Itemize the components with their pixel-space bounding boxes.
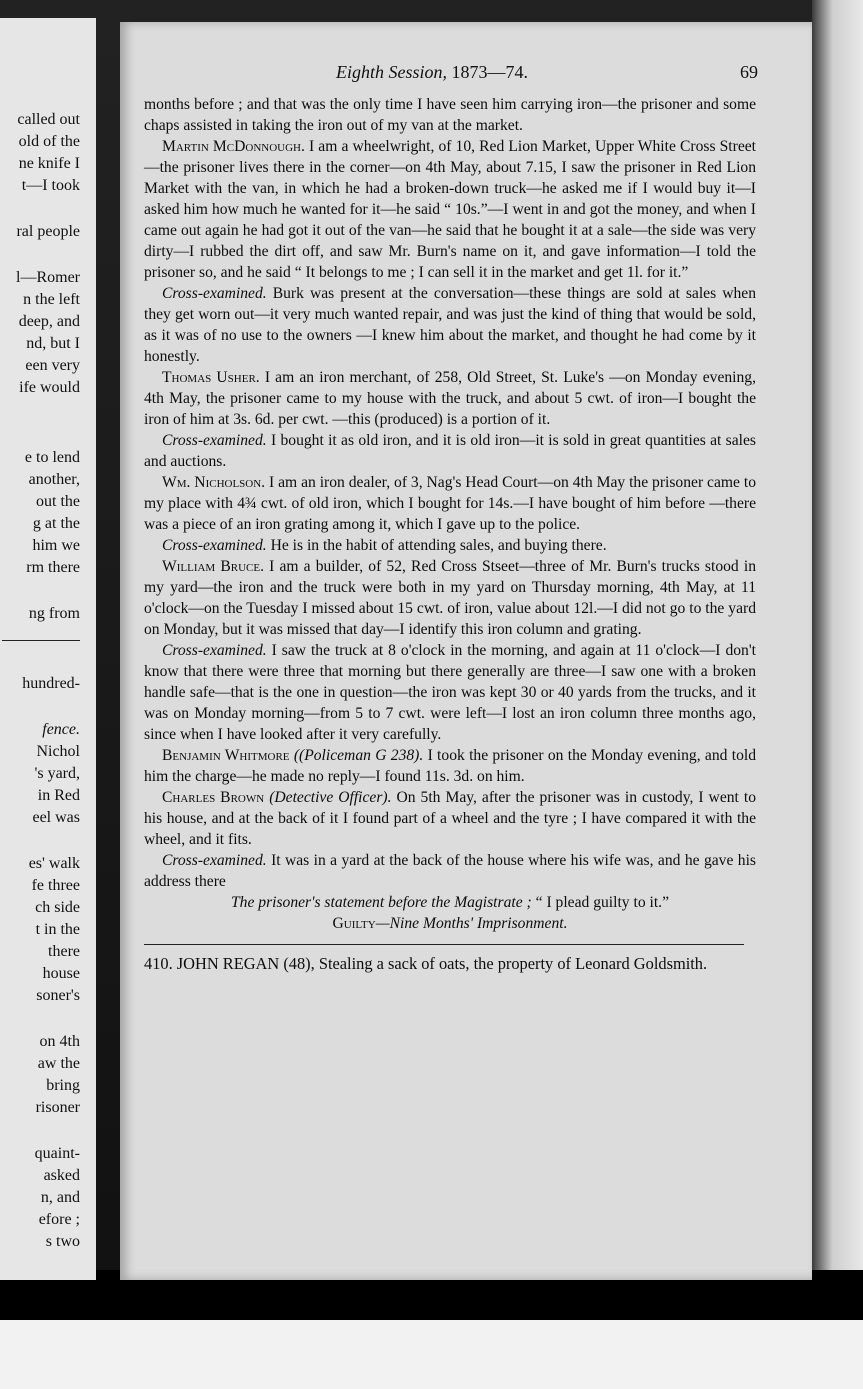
previous-page-line: n the left [23,291,80,308]
cross-examination [144,535,756,556]
previous-page-line: ng from [28,605,80,622]
cross-text: I saw the truck at 8 o'clock in the morning, and again at 11 o'clock—I don't know that there were three that morning but there generally are three—I saw one with a broken handle safe—that is the one in question—the iron was kept 30 or 40 yards from the trucks, and it was on Monday morning—from 5 to 7 cwt. were left—I lost an iron column three months ago, since when I have looked after it very carefully. [144,642,756,743]
cross-label: Cross-examined. [162,285,267,302]
previous-page-line: hundred- [22,675,80,692]
previous-page-line: n, and [40,1189,80,1206]
cross-examination [144,850,756,892]
testimony-nicholson [144,472,756,535]
testimony-mcdonnough [144,136,756,283]
testimony-bruce [144,556,756,640]
sentence: —Nine Months' Imprisonment. [375,915,568,932]
previous-page-line: een very [25,357,80,374]
session-years: 1873—74. [451,62,528,82]
witness-name: Benjamin Whitmore [162,747,290,764]
previous-page-line: bring [46,1077,80,1094]
previous-page-line: house [42,965,80,982]
previous-page-line: fe three [31,877,80,894]
trial-transcript [144,94,756,974]
scan-right-margin [812,0,863,1389]
witness-name: Wm. Nicholson. [162,474,266,491]
cross-examination [144,430,756,472]
running-title [336,62,528,83]
cross-label: Cross-examined. [162,537,267,554]
testimony-text: I am an iron merchant, of 258, Old Street, St. Luke's —on Monday evening, 4th May, the prisoner came to my house with the truck, and about 5 cwt. of iron—I bought the iron of him at 3s. 6d. per cwt. —this (produced) is a portion of it. [144,369,756,428]
witness-name: Thomas Usher. [162,369,260,386]
previous-page-rule [2,640,80,641]
previous-page-line: s two [45,1233,80,1250]
previous-page-line: ne knife I [18,155,80,172]
previous-page-line: in Red [37,787,80,804]
cross-label: Cross-examined. [162,432,267,449]
witness-name: Charles Brown [162,789,265,806]
previous-page-line: out the [36,493,80,510]
cross-text: Burk was present at the conversation—these things are sold at sales when they get worn out—it very much wanted repair, and was just the kind of thing that would be sold, as it was of no use to the owners —I knew him about the market, and thought he had come by it honestly. [144,285,756,365]
previous-page-line: ral people [16,223,80,240]
testimony-usher [144,367,756,430]
cross-label: Cross-examined. [162,642,267,659]
previous-page-line: t—I took [21,177,80,194]
session-title: Eighth Session, [336,62,447,82]
previous-page-line: efore ; [38,1211,80,1228]
previous-page-line: eel was [32,809,80,826]
previous-page-line: nd, but I [26,335,80,352]
testimony-text: I am a builder, of 52, Red Cross Stseet—three of Mr. Burn's trucks stood in my yard—the iron and the truck were both in my yard on Thursday morning, 4th May, at 11 o'clock—on the Tuesday I missed about 15 cwt. of iron, value about 12l.—I did not go to the yard on Monday, but it was missed that day—I identify this iron column and grating. [144,558,756,638]
page-number: 69 [740,62,758,82]
previous-page-line: asked [43,1167,80,1184]
previous-page-line: quaint- [34,1145,80,1162]
testimony-text: I am a wheelwright, of 10, Red Lion Market, Upper White Cross Street—the prisoner lives there in the corner—on 4th May, about 7.15, I saw the prisoner in Red Lion Market with the van, in which he had a broken-down truck—he asked me if I would buy it—I asked him how much he wanted for it—he said “ 10s.”—I went in and got the money, and when I came out again he had got it out of the van—he said that he bought it at a sale—the side was very dirty—I rubbed the dirt off, and saw Mr. Burn's name on it, and gave information—I told the prisoner so, and he said “ It belongs to me ; I can sell it in the market and get 1l. for it.” [144,138,756,281]
prisoner-statement [144,892,756,913]
verdict [144,913,756,934]
testimony-whitmore [144,745,756,787]
previous-page-line: rm there [26,559,80,576]
previous-page-line: there [48,943,80,960]
previous-page-line: risoner [35,1099,80,1116]
witness-role: (Detective Officer). [269,789,392,806]
case-separator [144,944,744,945]
statement-label: The prisoner's statement before the Magistrate ; [230,894,536,911]
cross-text: He is in the habit of attending sales, and buying there. [266,537,607,554]
previous-page-fragment [0,18,96,1280]
previous-page-line: g at the [32,515,80,532]
previous-page-line: Nichol [36,743,80,760]
previous-page-line: e to lend [24,449,80,466]
cross-text: I bought it as old iron, and it is old iron—it is sold in great quantities at sales and auctions. [144,432,756,470]
statement-quote: “ I plead guilty to it.” [535,894,670,911]
previous-page-line: t in the [35,921,80,938]
previous-page-line: 's yard, [34,765,80,782]
previous-page-line: l—Romer [16,269,80,286]
previous-page-line: ife would [19,379,80,396]
previous-page-line: another, [28,471,80,488]
testimony-text: I am an iron dealer, of 3, Nag's Head Court—on 4th May the prisoner came to my place with 4¾ cwt. of old iron, which I bought for 14s.—I have bought of him before —there was a piece of an iron grating among it, which I gave up to the police. [144,474,756,533]
previous-page-line: deep, and [18,313,80,330]
cross-examination [144,283,756,367]
case-410: 410. JOHN REGAN (48), Stealing a sack of oats, the property of Leonard Goldsmith. [144,954,708,973]
paragraph: months before ; and that was the only time I have seen him carrying iron—the prisoner and some chaps assisted in taking the iron out of my van at the market. [144,96,756,134]
previous-page-line: him we [32,537,80,554]
cross-examination [144,640,756,745]
testimony-text: On 5th May, after the prisoner was in custody, I went to his house, and at the back of it I found part of a wheel and the tyre ; I have compared it with the wheel, and it fits. [144,789,756,848]
witness-name: William Bruce. [162,558,264,575]
previous-page-line: es' walk [28,855,80,872]
previous-page-line: ch side [35,899,80,916]
verdict-label: Guilty [332,915,376,932]
previous-page-line: aw the [37,1055,80,1072]
page-header [120,62,812,86]
previous-page-line: called out [17,111,80,128]
previous-page-line: soner's [36,987,80,1004]
previous-page-line: fence. [42,721,80,738]
testimony-brown [144,787,756,850]
previous-page-line: old of the [18,133,80,150]
cross-label: Cross-examined. [162,852,267,869]
testimony-text: I took the prisoner on the Monday evening, and told him the charge—he made no reply—I found 11s. 3d. on him. [144,747,756,785]
witness-name: Martin McDonnough. [162,138,305,155]
cross-text: It was in a yard at the back of the house where his wife was, and he gave his address there [144,852,756,890]
previous-page-line: on 4th [39,1033,80,1050]
document-page [120,22,812,1280]
witness-role: ((Policeman G 238). [293,747,424,764]
